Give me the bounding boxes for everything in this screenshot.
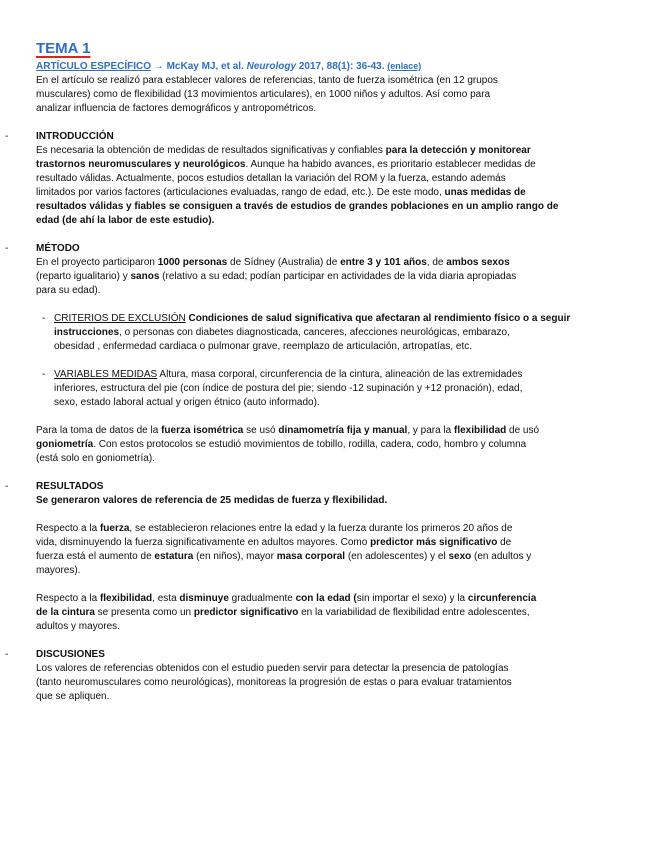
arrow-icon: → [153, 61, 164, 72]
text: de [497, 537, 512, 548]
text: , esta [152, 593, 180, 604]
text: En el proyecto participaron [36, 257, 158, 268]
text: para su edad). [36, 285, 101, 296]
text: limitados por varios factores (articulaciones evaluadas, rango de edad, etc.). De este modo, [36, 187, 445, 198]
text: (en adultos y [471, 551, 532, 562]
bold-text: con la edad ( [295, 593, 357, 604]
text: (tanto neuromusculares como neurológicas), monitoreas la progresión de estas o para evaluar tratamientos [36, 677, 512, 688]
text: , y para la [407, 425, 455, 436]
subsection-criterios [42, 312, 615, 354]
bold-text: circunferencia [467, 593, 537, 604]
intro-line: musculares) como de flexibilidad (13 movimientos articulares), en 1000 niños y adultos. Así como para [36, 89, 491, 100]
section-metodo [5, 242, 615, 466]
text: que se apliquen. [36, 691, 110, 702]
section-introduccion [5, 130, 615, 228]
intro-line: En el artículo se realizó para establecer valores de referencias, tanto de fuerza isométrica (en 12 grupos [36, 75, 498, 86]
text: (relativo a su edad; podían participar en actividades de la vida diaria apropiadas [159, 271, 517, 282]
text: Respecto a la [36, 593, 100, 604]
citation-details: 2017, 88(1): 36-43. [298, 61, 385, 72]
bold-text: masa corporal [276, 551, 346, 562]
bullet-dash: - [5, 649, 9, 660]
section-heading: RESULTADOS [36, 481, 104, 492]
text: Es necesaria la obtención de medidas de resultados significativas y confiables [36, 145, 386, 156]
bullet-dash: - [5, 243, 9, 254]
bold-text: instrucciones [54, 327, 120, 338]
text: resultado válidas. Actualmente, pocos estudios detallan la variación del ROM y la fuerza, estando además [36, 173, 506, 184]
text: fuerza está el aumento de [36, 551, 155, 562]
section-resultados [5, 480, 615, 634]
text: obesidad , enfermedad cardiaca o pulmonar grave, reemplazo de articulación, artropatías, etc. [54, 341, 473, 352]
bold-text: flexibilidad [99, 593, 153, 604]
article-reference [36, 59, 615, 74]
subsection-label: VARIABLES MEDIDAS [54, 369, 158, 380]
subsection-variables [42, 368, 615, 410]
text: inferiores, estructura del pie (con índice de postura del pie; siendo -12 supinación y +12 pronación), edad, [54, 383, 523, 394]
bold-text: predictor significativo [193, 607, 299, 618]
bold-text: dinamometría fija y manual [278, 425, 408, 436]
bold-text: flexibilidad [454, 425, 507, 436]
bullet-dash: - [5, 481, 9, 492]
text: , se establecieron relaciones entre la edad y la fuerza durante los primeros 20 años de [129, 523, 513, 534]
bold-text: ambos sexos [446, 257, 510, 268]
text: , de [426, 257, 447, 268]
text: , o personas con diabetes diagnosticada, canceres, afecciones neurológicas, embarazo, [119, 327, 510, 338]
bold-text: unas medidas de [444, 187, 526, 198]
text: en la variabilidad de flexibilidad entre adolescentes, [298, 607, 530, 618]
bold-text: estatura [154, 551, 194, 562]
bold-text: trastornos neuromusculares y neurológicos [36, 159, 246, 170]
resultados-fuerza [36, 522, 615, 578]
text: Los valores de referencias obtenidos con el estudio pueden servir para detectar la presencia de patologías [36, 663, 509, 674]
bold-text: Condiciones de salud significativa que afectaran al rendimiento físico o a seguir [188, 313, 571, 324]
bold-text: de la cintura [36, 607, 95, 618]
citation-journal: Neurology [246, 61, 297, 72]
text: sin importar el sexo) y la [356, 593, 468, 604]
text: . Aunque ha habido avances, es prioritario establecer medidas de [245, 159, 536, 170]
subsection-label: CRITERIOS DE EXCLUSIÓN [54, 313, 186, 324]
resultados-flexibilidad [36, 592, 615, 634]
text: vida, disminuyendo la fuerza significativamente en adultos mayores. Como [36, 537, 371, 548]
bold-text: disminuye [179, 593, 229, 604]
text: Para la toma de datos de la [36, 425, 162, 436]
text: se usó [243, 425, 279, 436]
text: . Con estos protocolos se estudió movimientos de tobillo, rodilla, cadera, codo, hombro y columna [93, 439, 527, 450]
section-discusiones [5, 648, 615, 704]
bold-text: fuerza [99, 523, 130, 534]
text: Altura, masa corporal, circunferencia de la cintura, alineación de las extremidades [157, 369, 523, 380]
article-link[interactable]: (enlace) [387, 61, 422, 71]
section-heading: DISCUSIONES [36, 649, 105, 660]
text: (en adolescentes) y el [345, 551, 449, 562]
text: adultos y mayores. [36, 621, 120, 632]
metodo-paragraph [36, 424, 615, 466]
bullet-dash: - [42, 369, 46, 380]
bold-text: para la detección y monitorear [385, 145, 531, 156]
bold-text: edad (de ahí la labor de este estudio). [36, 215, 215, 226]
text: (en niños), mayor [193, 551, 277, 562]
intro-line: analizar influencia de factores demográficos y antropométricos. [36, 103, 317, 114]
bold-text: Se generaron valores de referencia de 25 medidas de fuerza y flexibilidad. [36, 495, 388, 506]
bold-text: predictor más significativo [370, 537, 498, 548]
text: (está solo en goniometría). [36, 453, 155, 464]
bullet-dash: - [5, 131, 9, 142]
text: de usó [506, 425, 540, 436]
text: (reparto igualitario) y [36, 271, 131, 282]
text: se presenta como un [94, 607, 194, 618]
section-heading: INTRODUCCIÓN [36, 131, 114, 142]
bold-text: entre 3 y 101 años [340, 257, 427, 268]
bold-text: resultados válidas y fiables se consiguen a través de estudios de grandes poblaciones en un amplio rango de [36, 201, 559, 212]
bold-text: sanos [130, 271, 160, 282]
page-title: TEMA 1 [36, 40, 91, 57]
citation-authors: McKay MJ, et al. [166, 61, 244, 72]
text: de Sídney (Australia) de [227, 257, 341, 268]
intro-paragraph [36, 74, 615, 116]
text: sexo, estado laboral actual y origen étnico (auto informado). [54, 397, 320, 408]
section-heading: MÉTODO [36, 243, 80, 254]
article-label: ARTÍCULO ESPECÍFICO [36, 61, 152, 72]
text: mayores). [36, 565, 81, 576]
bold-text: sexo [448, 551, 472, 562]
bold-text: fuerza isométrica [161, 425, 244, 436]
text: Respecto a la [36, 523, 100, 534]
bold-text: 1000 personas [157, 257, 228, 268]
bullet-dash: - [42, 313, 46, 324]
text: gradualmente [228, 593, 296, 604]
bold-text: goniometría [36, 439, 94, 450]
